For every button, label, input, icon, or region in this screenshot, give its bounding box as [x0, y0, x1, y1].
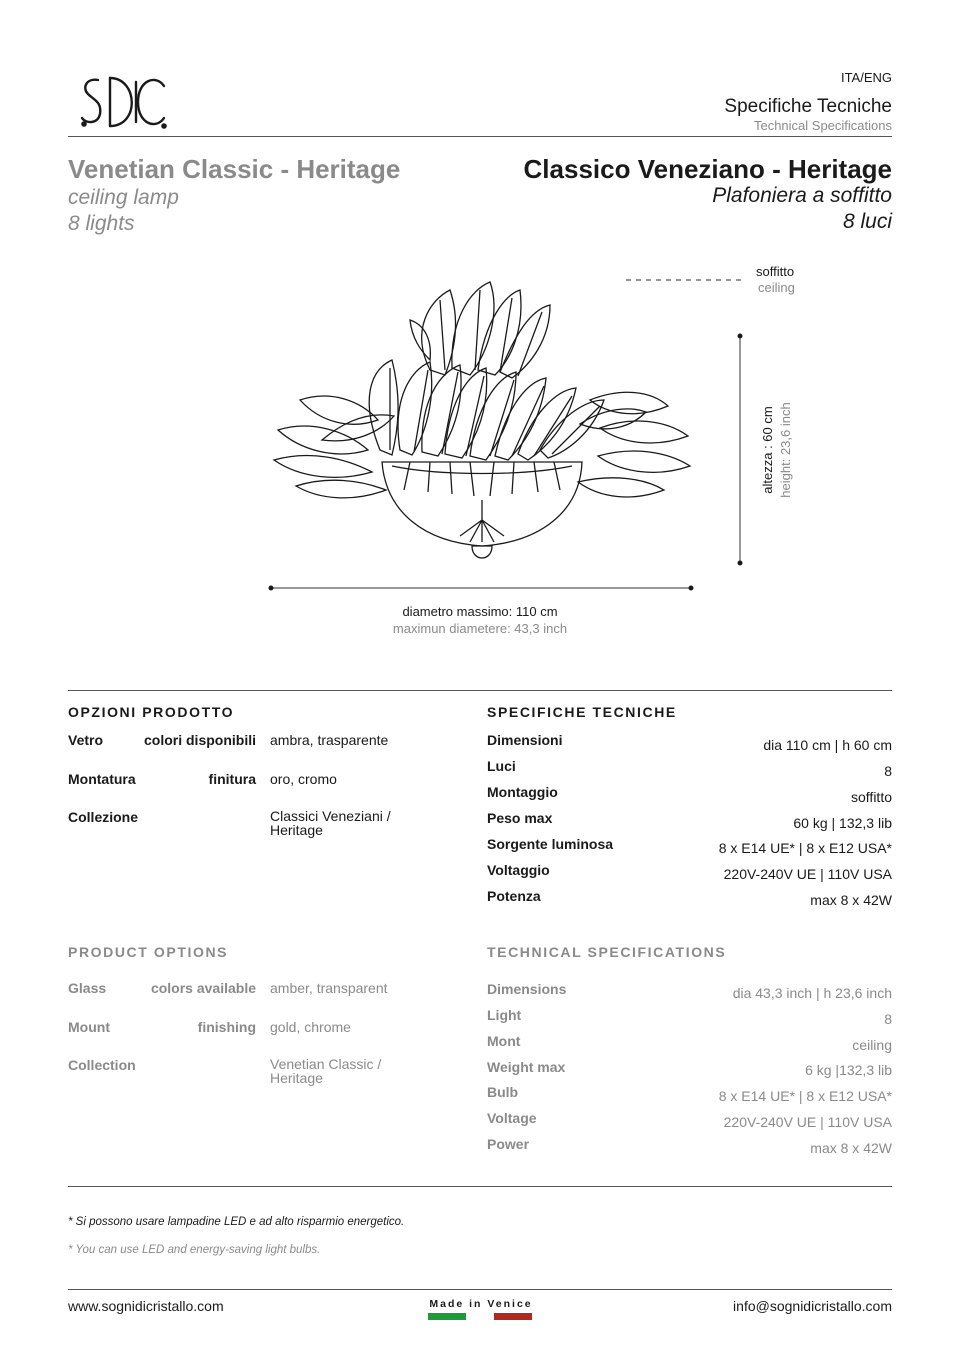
brand-logo — [76, 72, 172, 132]
option-label-it: Vetro — [68, 732, 104, 748]
header-divider — [68, 136, 892, 137]
spec-title-it: Specifiche Tecniche — [724, 96, 892, 117]
spec-label-en: Power — [487, 1136, 530, 1152]
diameter-label-en: maximun diametere: 43,3 inch — [392, 621, 568, 636]
diameter-label-it: diametro massimo: 110 cm — [402, 604, 558, 619]
spec-value-it: 220V-240V UE | 110V USA — [723, 866, 892, 882]
footer-divider — [68, 1289, 892, 1290]
footnote-it: * Si possono usare lampadine LED e ad alto risparmio energetico. — [68, 1216, 405, 1228]
option-sub-en: colors available — [150, 980, 256, 996]
product-lights-en: 8 lights — [68, 212, 135, 235]
spec-label-it: Sorgente luminosa — [487, 836, 614, 852]
spec-label-it: Montaggio — [487, 784, 558, 800]
spec-value-it: 8 x E14 UE* | 8 x E12 USA* — [718, 840, 892, 856]
spec-value-en: ceiling — [852, 1037, 892, 1053]
spec-label-en: Weight max — [487, 1059, 566, 1075]
footnote-en: * You can use LED and energy-saving light bulbs. — [68, 1244, 321, 1256]
product-type-it: Plafoniera a soffitto — [712, 184, 892, 207]
spec-value-it: 8 — [884, 763, 892, 779]
spec-label-it: Luci — [487, 758, 516, 774]
option-value-it: oro, cromo — [270, 771, 337, 787]
option-label-it: Collezione — [68, 809, 139, 825]
spec-label-en: Mont — [487, 1033, 521, 1049]
option-sub-en: finishing — [197, 1019, 256, 1035]
spec-value-en: 8 — [884, 1011, 892, 1027]
option-value-it: ambra, trasparente — [270, 732, 389, 748]
specs-heading-it: SPECIFICHE TECNICHE — [487, 704, 677, 720]
lamp-drawing — [0, 250, 960, 600]
options-heading-it: OPZIONI PRODOTTO — [68, 704, 235, 720]
options-heading-en: PRODUCT OPTIONS — [68, 944, 229, 960]
spec-value-en: 6 kg |132,3 lib — [805, 1062, 892, 1078]
spec-value-it: max 8 x 42W — [810, 892, 892, 908]
option-label-en: Glass — [68, 980, 107, 996]
spec-value-en: max 8 x 42W — [810, 1140, 892, 1156]
spec-label-en: Voltage — [487, 1110, 537, 1126]
height-label-it: altezza : 60 cm — [760, 406, 775, 494]
spec-label-en: Light — [487, 1007, 522, 1023]
spec-label-it: Peso max — [487, 810, 553, 826]
spec-title-en: Technical Specifications — [753, 118, 892, 133]
flag-green-stripe — [428, 1313, 466, 1320]
spec-value-it: dia 110 cm | h 60 cm — [763, 737, 892, 753]
notes-divider — [68, 1186, 892, 1187]
email-link[interactable]: info@sognidicristallo.com — [733, 1298, 892, 1314]
option-value-en: gold, chrome — [270, 1019, 351, 1035]
product-type-en: ceiling lamp — [68, 186, 179, 209]
spec-value-it: 60 kg | 132,3 lib — [793, 815, 892, 831]
spec-value-en: 220V-240V UE | 110V USA — [723, 1114, 892, 1130]
product-name-en: Venetian Classic - Heritage — [68, 154, 401, 184]
spec-label-en: Bulb — [487, 1084, 519, 1100]
made-in-venice-label: Made in Venice — [429, 1298, 533, 1310]
spec-value-it: soffitto — [851, 789, 892, 805]
spec-value-en: dia 43,3 inch | h 23,6 inch — [732, 985, 892, 1001]
option-value-it: Classici Veneziani / Heritage — [270, 808, 391, 838]
option-value-en: Venetian Classic / Heritage — [270, 1056, 382, 1086]
spec-value-en: 8 x E14 UE* | 8 x E12 USA* — [718, 1088, 892, 1104]
option-label-it: Montatura — [68, 771, 136, 787]
specs-heading-en: TECHNICAL SPECIFICATIONS — [487, 944, 727, 960]
ceiling-label-en: ceiling — [758, 280, 795, 295]
section-divider — [68, 690, 892, 691]
product-name-it: Classico Veneziano - Heritage — [523, 154, 892, 184]
flag-red-stripe — [494, 1313, 532, 1320]
height-annotation — [752, 400, 802, 500]
option-label-en: Collection — [68, 1057, 136, 1073]
lamp-illustration — [274, 282, 690, 558]
spec-label-en: Dimensions — [487, 981, 567, 997]
spec-label-it: Potenza — [487, 888, 541, 904]
ceiling-label-it: soffitto — [756, 264, 795, 279]
spec-label-it: Voltaggio — [487, 862, 550, 878]
option-label-en: Mount — [68, 1019, 110, 1035]
option-sub-it: colori disponibili — [144, 732, 256, 748]
option-value-en: amber, transparent — [270, 980, 388, 996]
height-label-en: height: 23,6 inch — [778, 402, 793, 498]
option-sub-it: finitura — [208, 771, 256, 787]
website-link[interactable]: www.sognidicristallo.com — [68, 1298, 224, 1314]
product-lights-it: 8 luci — [842, 210, 892, 233]
spec-label-it: Dimensioni — [487, 732, 563, 748]
language-indicator: ITA/ENG — [840, 70, 892, 85]
